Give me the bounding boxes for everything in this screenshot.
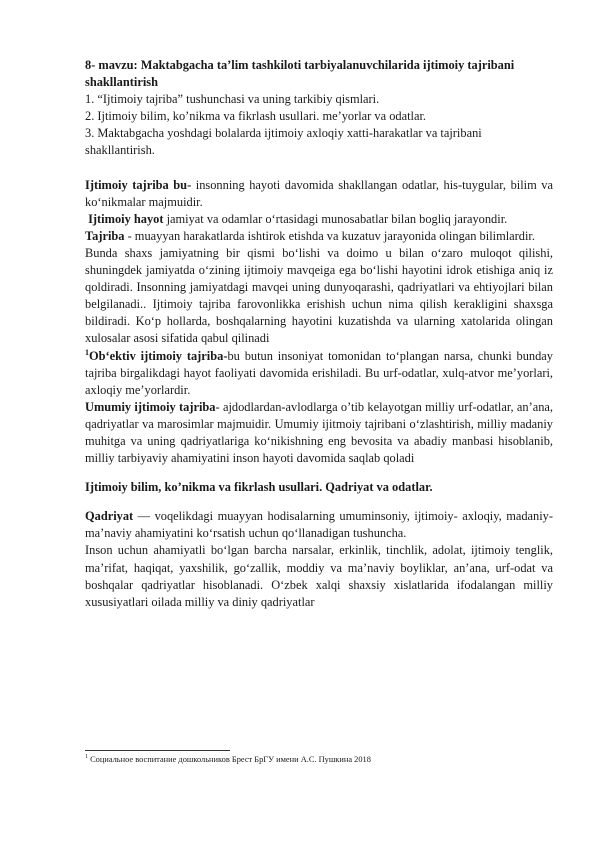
term-value: Qadriyat: [85, 509, 134, 524]
term-general-experience: Umumiy ijtimoiy tajriba: [85, 399, 216, 414]
paragraph-general-experience: [85, 399, 553, 467]
paragraph-social-experience: [85, 177, 553, 211]
paragraph-society: Bunda shaxs jamiyatning bir qismi bo‘lishi va doimo u bilan o‘zaro muloqot qilishi, shuningdek jamiyatda o‘zining ijtimoiy mavqeiga ega bo‘lishi hayotini idrok etishiga aniq iz qoldiradi. Insonning jamiyatdagi mavqei uning dunyoqarashi, qadriyatlari va ehtiyojlari bilan belgilanadi.. Ijtimoiy tajriba farovonlikka erishish uchun nima qilish kerakligini shaxsga bildiradi. Ko‘p hollarda, boshqalarning hayotini kuzatishda va ularning xatolarida olingan xulosalar asosi sifatida qabul qilinadi: [85, 245, 553, 346]
section-heading: Ijtimoiy bilim, ko’nikma va fikrlash usullari. Qadriyat va odatlar.: [85, 480, 433, 495]
term-experience: Tajriba: [85, 228, 125, 243]
paragraph-experience: [85, 228, 553, 245]
definition-text: insonning hayoti davomida shakllangan odatlar, his-tuygular, bilim va ko‘nikmalar majmuidir.: [85, 177, 553, 209]
spacer: [85, 160, 553, 177]
outline-item-2: 2. Ijtimoiy bilim, ko’nikma va fikrlash usullari. me’yorlar va odatlar.: [85, 109, 427, 124]
footnote-number: 1: [85, 754, 88, 761]
definition-text: - muayyan harakatlarda ishtirok etishda va kuzatuv jarayonida olingan bilimlardir.: [124, 228, 535, 243]
definition-text: - ajdodlardan-avlodlarga o’tib kelayotgan milliy urf-odatlar, an’ana, qadriyatlar va marosimlar majmuidir. Umumiy ijitmoiy tajribani o‘zlashtirish, milliy madaniy muhitga va uning qadriyatlariga ko‘nikishning eng bevosita va abadiy manbasi hisoblanib, milliy tarbiyaviy ahamiyatini inson hayoti davomida saqlab qoladi: [85, 399, 553, 466]
outline-item-1: 1. “Ijtimoiy tajriba” tushunchasi va uning tarkibiy qismlari.: [85, 92, 380, 107]
definition-text: bu butun insoniyat tomonidan to‘plangan narsa, chunki bunday tajriba birgalikdagi hayot faoliyati davomida erishiladi. Bu urf-odatlar, xulq-atvor me’yorlari, axloqiy me’yorlardir.: [85, 348, 554, 397]
paragraph-values-list: Inson uchun ahamiyatli bo‘lgan barcha narsalar, erkinlik, tinchlik, adolat, ijtimoiy tenglik, ma’rifat, haqiqat, yaxshilik, go‘zallik, moddiy va ma’naviy boyliklar, an’ana, urf-odat va boshqalar qadriyatlar hisoblanadi. O‘zbek xalqi shaxsiy xislatlarida ifodalangan milliy xususiyatlari oilada milliy va diniy qadriyatlar: [85, 543, 553, 609]
term-social-experience: Ijtimoiy tajriba bu-: [85, 177, 192, 192]
spacer: [85, 496, 553, 508]
paragraph-objective-experience: [85, 348, 553, 399]
document-body: [85, 57, 553, 611]
term-objective-experience: Ob‘ektiv ijtimoiy tajriba-: [89, 348, 228, 363]
definition-text: — voqelikdagi muayyan hodisalarning umuminsoniy, ijtimoiy- axloqiy, madaniy- ma’naviy ahamiyatini ko‘rsatish uchun qo‘llanadigan tushuncha.: [85, 509, 553, 541]
term-social-life: Ijtimoiy hayot: [88, 211, 164, 226]
footnote-text: Социальное воспитание дошкольников Брест БрГУ имени А.С. Пушкина 2018: [88, 755, 371, 764]
footnote: [85, 754, 553, 765]
paragraph-social-life: [85, 211, 553, 228]
footnote-divider: [85, 750, 230, 751]
page-title: 8- mavzu: Maktabgacha ta’lim tashkiloti tarbiyalanuvchilarida ijtimoiy tajribani shakllantirish: [85, 58, 515, 90]
definition-text: jamiyat va odamlar o‘rtasidagi munosabatlar bilan bogliq jarayondir.: [163, 211, 508, 226]
footnote-ref: 1: [85, 347, 89, 357]
spacer: [85, 467, 553, 479]
paragraph-value: [85, 508, 553, 542]
outline-item-3: 3. Maktabgacha yoshdagi bolalarda ijtimoiy axloqiy xatti-harakatlar va tajribani shakllantirish.: [85, 126, 482, 158]
